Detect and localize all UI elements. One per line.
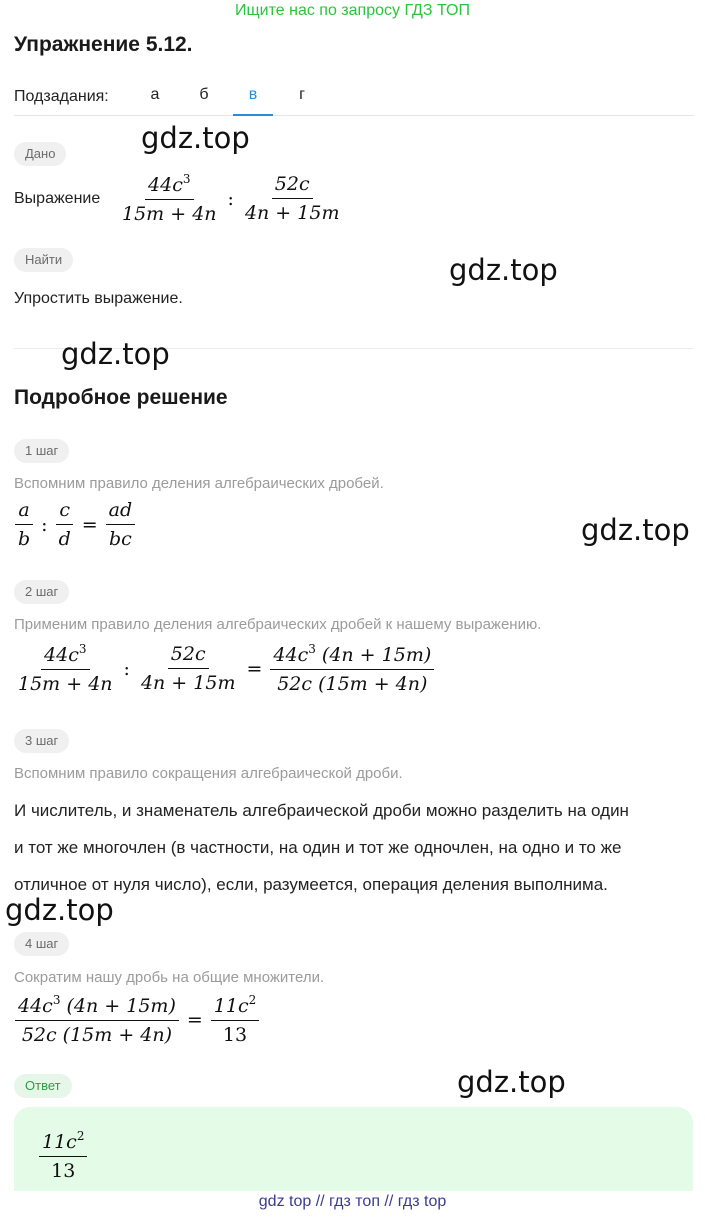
answer-formula bbox=[36, 1129, 90, 1182]
watermark: gdz.top bbox=[581, 513, 690, 547]
step-2-pill: 2 шаг bbox=[14, 580, 69, 604]
fraction: $\frac{c}{d}$ bbox=[56, 499, 74, 550]
fraction: $\frac{44c^3 (4n + 15m)}{52c (15m + 4n)}$ bbox=[270, 642, 434, 695]
fraction: $\frac{11c^2}{13}$ bbox=[39, 1129, 87, 1182]
watermark: gdz.top bbox=[61, 337, 170, 371]
watermark: gdz.top bbox=[5, 893, 114, 927]
find-pill: Найти bbox=[14, 248, 73, 272]
step-2-hint: Применим правило деления алгебраических дробей к нашему выражению. bbox=[14, 616, 542, 633]
tab-a[interactable]: а bbox=[150, 86, 160, 103]
fraction: $\frac{52c}{4n + 15m}$ bbox=[244, 173, 340, 224]
step-1-formula: $\frac{a}{b}$ : $\frac{c}{d}$ = $\frac{ad}{bc}$ bbox=[12, 499, 138, 550]
tab-g[interactable]: г bbox=[299, 86, 305, 103]
footer-links[interactable]: gdz top // гдз топ // гдз top bbox=[258, 1193, 447, 1210]
answer-pill: Ответ bbox=[14, 1074, 72, 1098]
given-expression: $\frac{44c^3}{15m + 4n}$ : $\frac{52c}{4n + 15m}$ bbox=[116, 172, 345, 225]
find-text: Упростить выражение. bbox=[14, 290, 183, 307]
subtasks-nav bbox=[14, 86, 694, 116]
subtasks-label: Подзадания: bbox=[14, 88, 109, 105]
fraction: $\frac{ad}{bc}$ bbox=[106, 499, 136, 550]
fraction: $\frac{44c^3}{15m + 4n}$ bbox=[18, 642, 113, 695]
exercise-title: Упражнение 5.12. bbox=[14, 33, 193, 56]
step-4-formula: $\frac{44c^3 (4n + 15m)}{52c (15m + 4n)}$ = $\frac{11c^2}{13}$ bbox=[12, 993, 262, 1046]
tab-b[interactable]: б bbox=[199, 86, 209, 103]
step-3-pill: 3 шаг bbox=[14, 729, 69, 753]
watermark: gdz.top bbox=[457, 1065, 566, 1099]
given-label: Выражение bbox=[14, 190, 101, 207]
fraction: $\frac{44c^3}{15m + 4n}$ bbox=[122, 172, 217, 225]
fraction: $\frac{52c}{4n + 15m}$ bbox=[140, 643, 236, 694]
search-banner: Ищите нас по запросу ГДЗ ТОП bbox=[235, 2, 470, 19]
step-4-hint: Сократим нашу дробь на общие множители. bbox=[14, 969, 325, 986]
paragraph-line: отличное от нуля число), если, разумеется, операция деления выполнима. bbox=[14, 875, 608, 894]
answer-box bbox=[14, 1107, 693, 1191]
watermark: gdz.top bbox=[449, 253, 558, 287]
fraction: $\frac{44c^3 (4n + 15m)}{52c (15m + 4n)}$ bbox=[15, 993, 179, 1046]
fraction: $\frac{a}{b}$ bbox=[15, 499, 33, 550]
solution-title: Подробное решение bbox=[14, 386, 228, 409]
step-1-hint: Вспомним правило деления алгебраических дробей. bbox=[14, 475, 384, 492]
paragraph-line: и тот же многочлен (в частности, на один и тот же одночлен, на одно и то же bbox=[14, 838, 622, 857]
step-2-formula: $\frac{44c^3}{15m + 4n}$ : $\frac{52c}{4n + 15m}$ = $\frac{44c^3 (4n + 15m)}{52c (15m + 4n)}$ bbox=[12, 642, 437, 695]
step-4-pill: 4 шаг bbox=[14, 932, 69, 956]
fraction: $\frac{11c^2}{13}$ bbox=[211, 993, 259, 1046]
given-pill: Дано bbox=[14, 142, 66, 166]
step-3-hint: Вспомним правило сокращения алгебраической дроби. bbox=[14, 765, 403, 782]
paragraph-line: И числитель, и знаменатель алгебраической дроби можно разделить на один bbox=[14, 801, 629, 820]
watermark: gdz.top bbox=[141, 121, 250, 155]
tab-v[interactable]: в bbox=[233, 86, 273, 116]
step-3-paragraph bbox=[14, 792, 694, 903]
step-1-pill: 1 шаг bbox=[14, 439, 69, 463]
